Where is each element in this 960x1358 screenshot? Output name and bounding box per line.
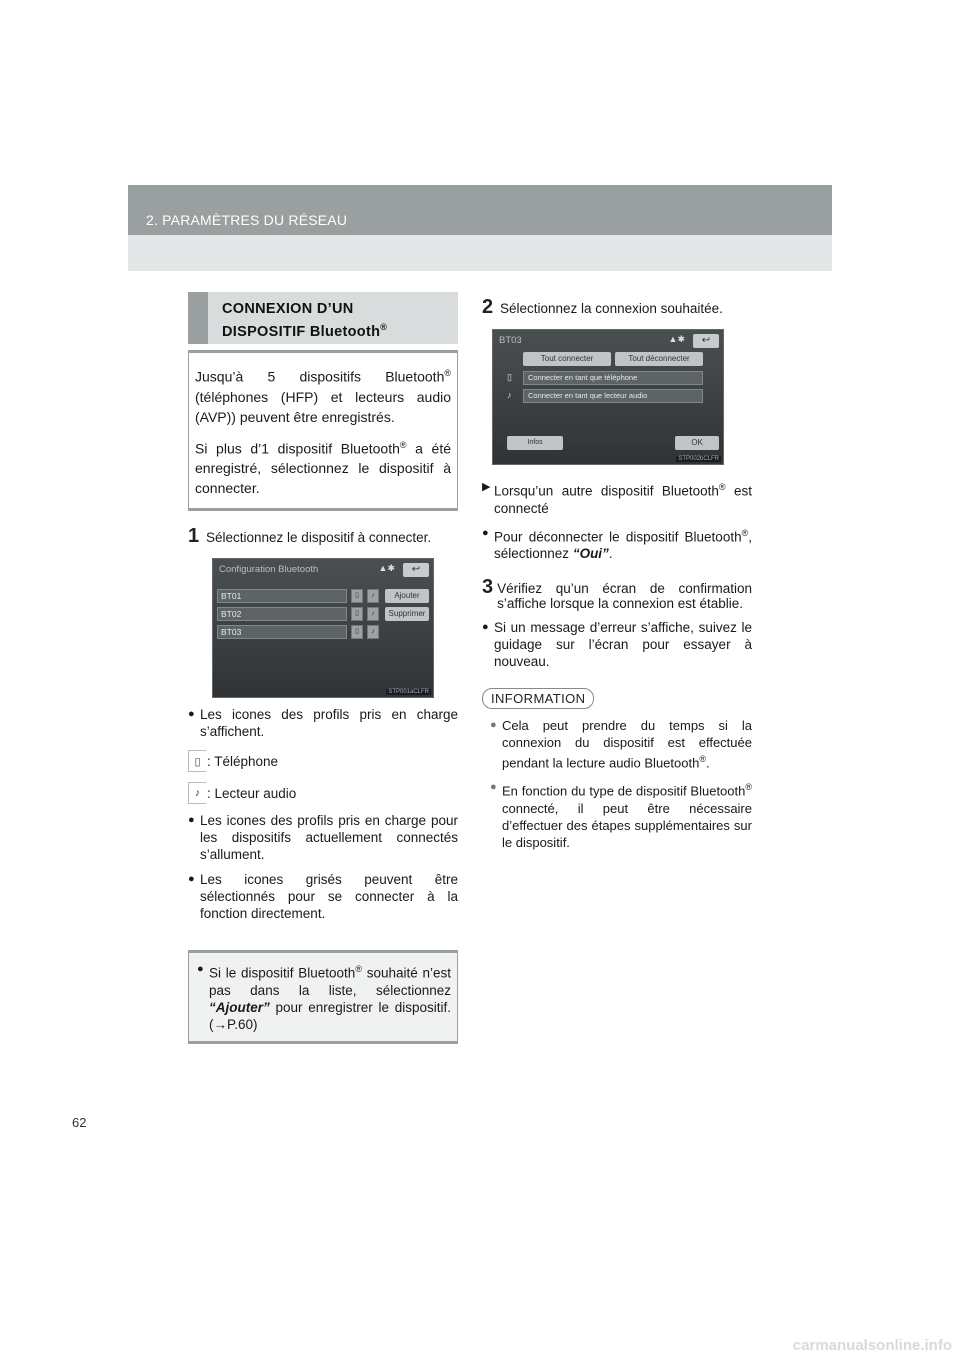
- disconnect-all-button: Tout déconnecter: [615, 352, 703, 366]
- information-tag: INFORMATION: [482, 688, 594, 709]
- step-2: [482, 296, 752, 319]
- information-body: [490, 717, 752, 851]
- audio-profile-icon: ♪: [367, 607, 379, 621]
- music-note-icon: ♪: [507, 390, 512, 400]
- connection-screenshot: [492, 329, 724, 465]
- step-3: [482, 576, 752, 611]
- bullet-disconnect: ● Pour déconnecter le dispositif Bluetooth®, sélectionnez “Oui”.: [482, 526, 752, 561]
- device-row: BT01: [217, 589, 347, 603]
- bluetooth-config-screenshot: [212, 558, 434, 698]
- device-row: BT03: [217, 625, 347, 639]
- title-line-2: DISPOSITIF Bluetooth®: [222, 322, 388, 340]
- connect-as-phone-row: Connecter en tant que téléphone: [523, 371, 703, 385]
- phone-icon: ▯: [507, 372, 512, 382]
- phone-profile-icon: ▯: [351, 607, 363, 621]
- figure-code: STP001aCLFR: [388, 689, 429, 696]
- bullet-lit-icons: ● Les icones des profils pris en charge pour les dispositifs actuellement connectés s’allument.: [188, 813, 458, 863]
- device-row: BT02: [217, 607, 347, 621]
- title-line-1: CONNEXION D’UN: [222, 301, 354, 317]
- info-bullet-2: ● En fonction du type de dispositif Bluetooth® connecté, il peut être nécessaire d’effectuer des étapes supplémentaires sur le dispositif.: [490, 781, 752, 850]
- step-1: [188, 525, 458, 548]
- step-number: 2: [482, 296, 494, 318]
- intro-paragraph-1: Jusqu’à 5 dispositifs Bluetooth® (téléphones (HFP) et lecteurs audio (AVP)) peuvent être enregistrés.: [195, 368, 451, 425]
- intro-box: [188, 350, 458, 511]
- right-column: [482, 296, 752, 851]
- figure-code: STP002bCLFR: [678, 456, 719, 462]
- header-subband: [128, 235, 832, 271]
- note-bullet: ● Si le dispositif Bluetooth® souhaité n’est pas dans la liste, sélectionnez “Ajouter” pour enregistrer le dispositif. (→P.60): [197, 963, 451, 1032]
- bullet-grey-icons: ● Les icones grisés peuvent être sélectionnés pour se connecter à la fonction directement.: [188, 872, 458, 922]
- intro-paragraph-2: Si plus d’1 dispositif Bluetooth® a été enregistré, sélectionnez le dispositif à connecter.: [195, 439, 452, 497]
- title-accent-bar: [188, 292, 208, 344]
- screen-title: BT03: [499, 335, 522, 346]
- delete-button: Supprimer: [385, 607, 429, 621]
- legend-audio: ♪ : Lecteur audio: [188, 782, 458, 804]
- bullet-profile-icons: ● Les icones des profils pris en charge s’affichent.: [188, 707, 458, 740]
- left-column: [188, 292, 458, 1044]
- device-info-button: Infos périphérique: [507, 436, 563, 450]
- audio-profile-icon: ♪: [367, 589, 379, 603]
- step-number: 3: [482, 576, 494, 598]
- step-number: 1: [188, 525, 200, 548]
- phone-icon: ▯: [188, 750, 206, 772]
- back-icon: ↩: [403, 563, 429, 577]
- signal-icon: ▲✱: [668, 334, 685, 344]
- phone-profile-icon: ▯: [351, 625, 363, 639]
- ok-button: OK: [675, 436, 719, 450]
- info-bullet-1: ● Cela peut prendre du temps si la connexion du dispositif est effectuée pendant la lecture audio Bluetooth®.: [490, 718, 752, 771]
- note-box: [188, 950, 458, 1044]
- arrow-note: ▶ Lorsqu’un autre dispositif Bluetooth® est connecté: [482, 481, 752, 516]
- step-text: Sélectionnez le dispositif à connecter.: [206, 530, 432, 546]
- signal-icon: ▲✱: [378, 563, 395, 574]
- phone-profile-icon: ▯: [351, 589, 363, 603]
- audio-profile-icon: ♪: [367, 625, 379, 639]
- back-icon: ↩: [693, 334, 719, 348]
- step-text: Sélectionnez la connexion souhaitée.: [500, 301, 723, 316]
- music-note-icon: ♪: [188, 782, 206, 804]
- connect-as-audio-row: Connecter en tant que lecteur audio: [523, 389, 703, 403]
- page-number: 62: [72, 1115, 87, 1130]
- screen-title: Configuration Bluetooth: [219, 564, 319, 576]
- legend-phone: ▯ : Téléphone: [188, 750, 458, 772]
- bullet-error: ● Si un message d’erreur s’affiche, suivez le guidage sur l’écran pour essayer à nouveau.: [482, 620, 752, 669]
- connect-all-button: Tout connecter: [523, 352, 611, 366]
- chapter-title-box: [188, 292, 458, 344]
- section-title: 2. PARAMÈTRES DU RÉSEAU: [146, 212, 348, 228]
- watermark: carmanualsonline.info: [792, 1337, 952, 1354]
- add-button: Ajouter: [385, 589, 429, 603]
- step-text: Vérifiez qu’un écran de confirmation s’affiche lorsque la connexion est établie.: [497, 581, 752, 611]
